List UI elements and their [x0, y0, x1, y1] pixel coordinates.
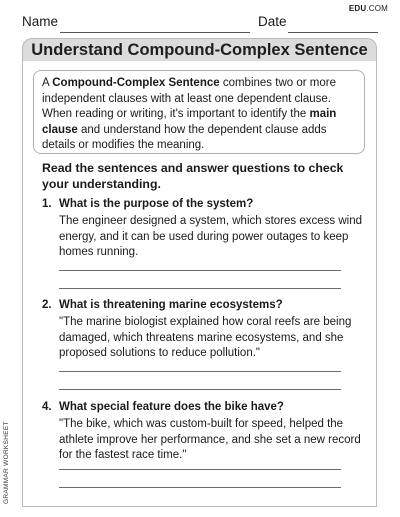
answer-line[interactable]: [59, 487, 341, 488]
question-number: 2.: [42, 299, 52, 311]
name-line: [60, 32, 250, 33]
question-sentence: "The bike, which was custom-built for speed, helped the athlete improve her performance, and she set a new record for the fastest race time.": [59, 418, 361, 461]
logo-main: EDU: [348, 4, 367, 13]
question-2: [42, 298, 362, 362]
logo-sub: .COM: [366, 4, 388, 13]
name-label: Name: [22, 14, 59, 29]
answer-line[interactable]: [59, 288, 341, 289]
answer-line[interactable]: [59, 469, 341, 470]
intro-text-3: and understand how the dependent clause adds details or modifies the meaning.: [42, 123, 327, 151]
side-label: [3, 404, 15, 504]
intro-box: [33, 70, 365, 154]
title-bar: [22, 38, 377, 61]
intro-main-clause: main clause: [42, 108, 337, 136]
worksheet-header: [22, 14, 378, 34]
question-text: What special feature does the bike have?: [59, 401, 284, 413]
intro-term: Compound-Complex Sentence: [52, 77, 220, 89]
question-number: 1.: [42, 198, 52, 210]
question-text: What is threatening marine ecosystems?: [59, 299, 283, 311]
answer-line[interactable]: [59, 371, 341, 372]
question-sentence: The engineer designed a system, which stores excess wind energy, and it can be used during power outages to keep homes running.: [59, 215, 362, 258]
date-label: Date: [258, 14, 287, 29]
question-text: What is the purpose of the system?: [59, 198, 254, 210]
intro-text-2: combines two or more independent clauses with at least one dependent clause. When reading or writing, it's important to identify the: [42, 77, 336, 120]
answer-line[interactable]: [59, 389, 341, 390]
intro-text-1: A: [42, 77, 53, 89]
answer-line[interactable]: [59, 270, 341, 271]
question-number: 4.: [42, 401, 52, 413]
question-1: [42, 197, 362, 261]
question-sentence: "The marine biologist explained how coral reefs are being damaged, which threatens marine ecosystems, and she proposed solutions to reduce pollution.": [59, 316, 352, 359]
date-line: [288, 32, 378, 33]
page-title: Understand Compound-Complex Sentence: [31, 40, 368, 59]
instructions: Read the sentences and answer questions to check your understanding.: [42, 161, 344, 191]
side-label-text: GRAMMAR WORKSHEET: [3, 421, 10, 504]
edu-logo: [349, 4, 388, 13]
question-4: [42, 400, 362, 464]
